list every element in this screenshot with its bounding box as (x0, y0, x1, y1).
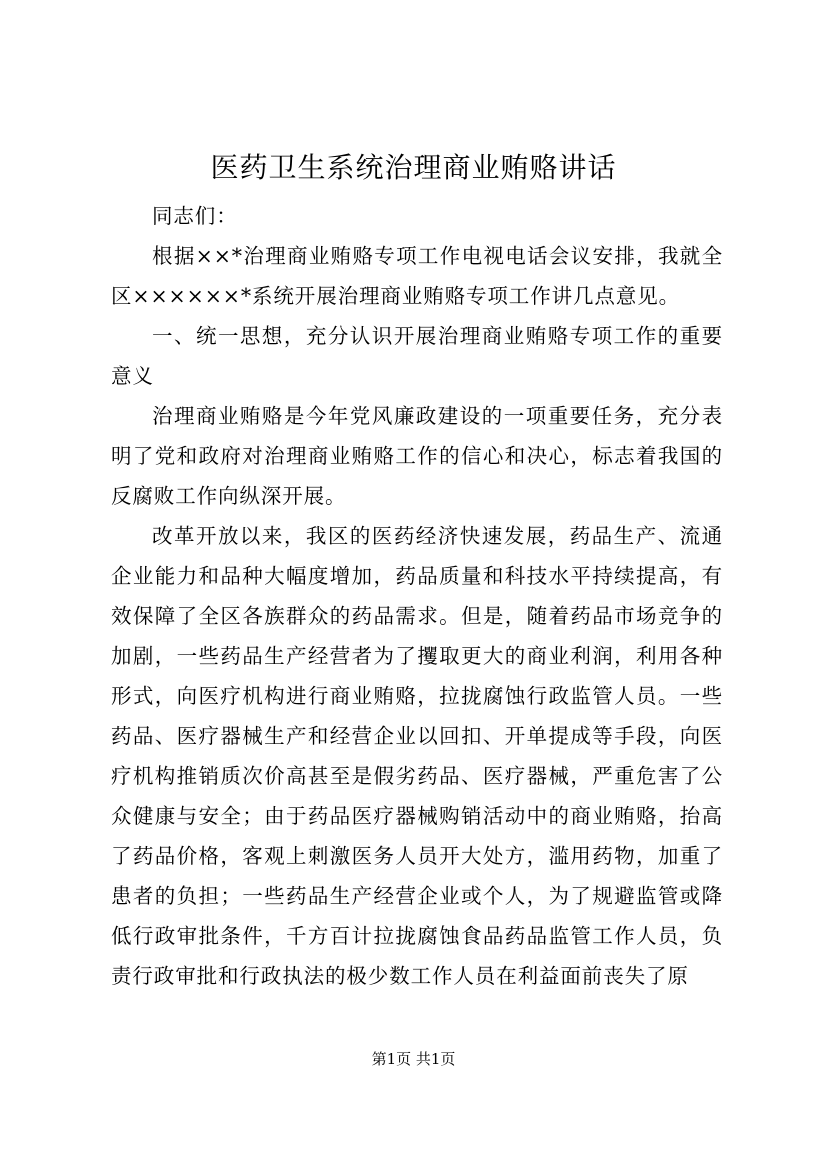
document-title: 医药卫生系统治理商业贿赂讲话 (210, 151, 617, 184)
body-paragraph: 改革开放以来，我区的医药经济快速发展，药品生产、流通企业能力和品种大幅度增加，药品质量和科技水平持续提高，有效保障了全区各族群众的药品需求。但是，随着药品市场竞争的加剧，一些药品生产经营者为了攫取更大的商业利润，利用各种形式，向医疗机构进行商业贿赂，拉拢腐蚀行政监管人员。一些药品、医疗器械生产和经营企业以回扣、开单提成等手段，向医疗机构推销质次价高甚至是假劣药品、医疗器械，严重危害了公众健康与安全；由于药品医疗器械购销活动中的商业贿赂，抬高了药品价格，客观上刺激医务人员开大处方，滥用药物，加重了患者的负担；一些药品生产经营企业或个人，为了规避监管或降低行政审批条件，千方百计拉拢腐蚀食品药品监管工作人员，负责行政审批和行政执法的极少数工作人员在利益面前丧失了原 (111, 524, 723, 988)
intro-paragraph: 根据××*治理商业贿赂专项工作电视电话会议安排，我就全区××××××*系统开展治理商业贿赂专项工作讲几点意见。 (111, 244, 723, 308)
page-footer: 第1页 共1页 (371, 1050, 456, 1068)
section-heading: 一、统一思想，充分认识开展治理商业贿赂专项工作的重要意义 (111, 324, 723, 388)
body-paragraph: 治理商业贿赂是今年党风廉政建设的一项重要任务，充分表明了党和政府对治理商业贿赂工作的信心和决心，标志着我国的反腐败工作向纵深开展。 (111, 404, 723, 508)
document-body (111, 196, 723, 996)
salutation-paragraph: 同志们： (152, 204, 238, 228)
